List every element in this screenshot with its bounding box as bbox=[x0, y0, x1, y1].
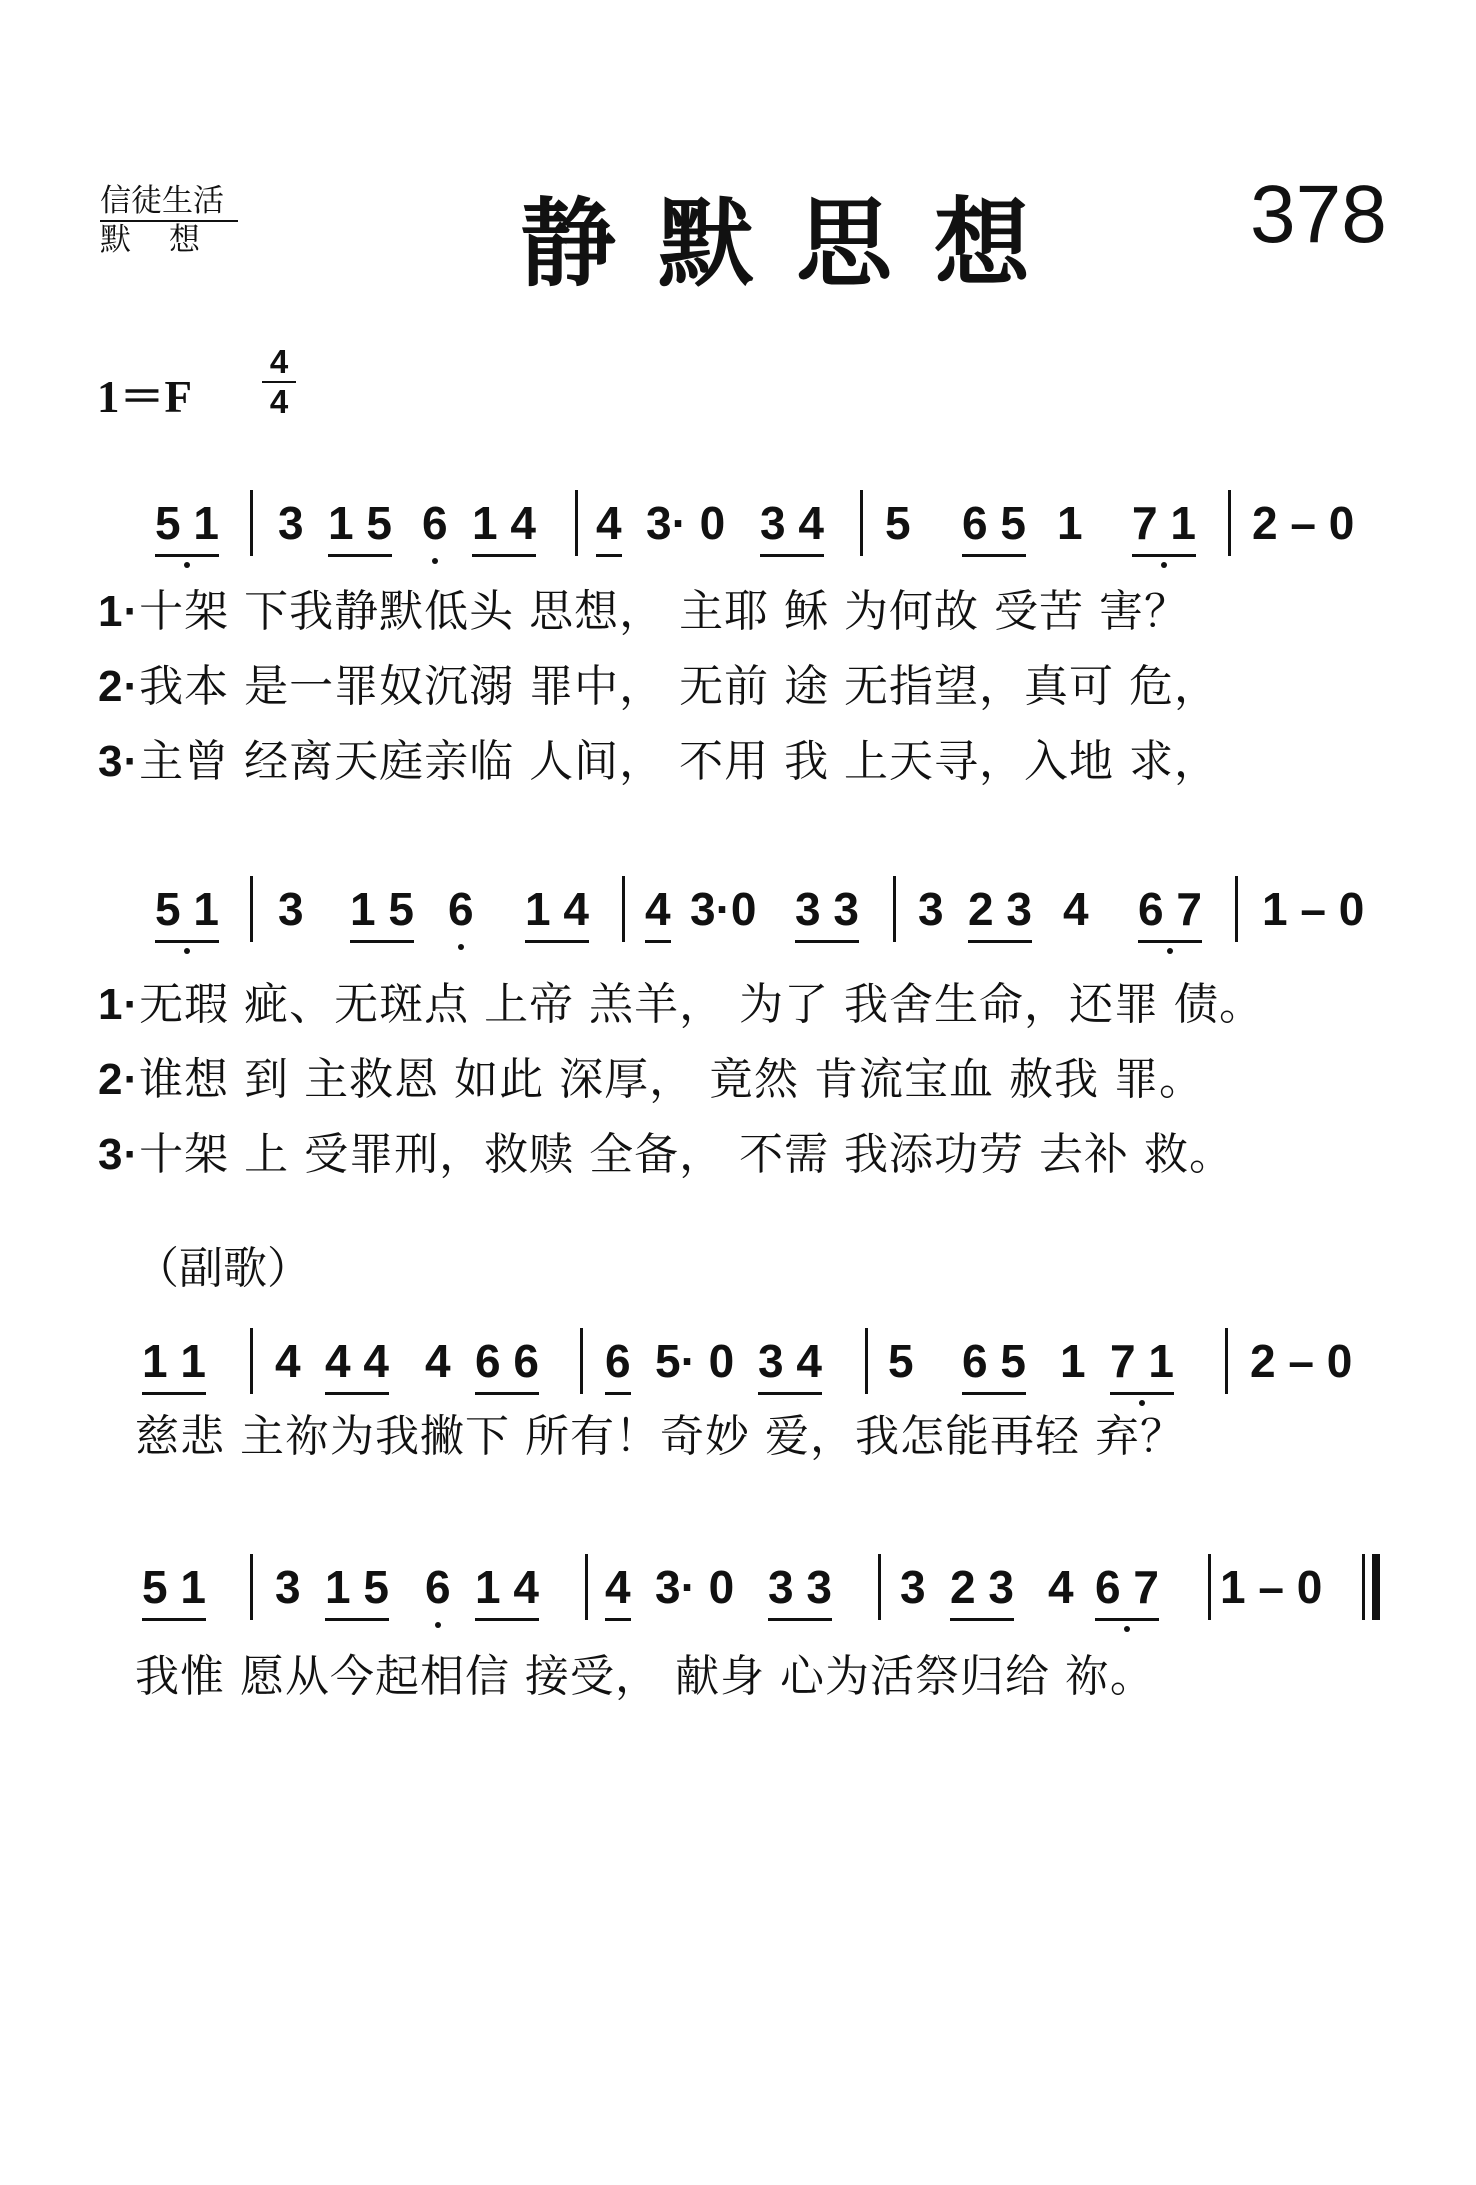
time-signature bbox=[262, 345, 296, 419]
verse-number: 3· bbox=[98, 737, 140, 786]
chorus-label: （副歌） bbox=[135, 1243, 311, 1294]
verse-2-line-2 bbox=[98, 1043, 1204, 1107]
verse-number: 2· bbox=[98, 662, 140, 711]
notation-line-4: 5 1 3 1 5 6 1 4 4 3· 0 3 3 3 2 3 4 6 7 1 – 0 bbox=[0, 1560, 1476, 1620]
verse-number: 1· bbox=[98, 587, 140, 636]
verse-number: 1· bbox=[98, 980, 140, 1029]
verse-1-line-2 bbox=[98, 968, 1264, 1032]
verse-3-line-1 bbox=[98, 725, 1219, 789]
notation-line-3: 1 1 4 4 4 4 6 6 6 5· 0 3 4 5 6 5 1 7 1 2 – 0 bbox=[0, 1334, 1476, 1394]
time-signature-bottom: 4 bbox=[269, 383, 289, 420]
notation-line-2: 5 1 3 1 5 6 1 4 4 3·0 3 3 3 2 3 4 6 7 1 – 0 bbox=[0, 882, 1476, 942]
verse-number: 3· bbox=[98, 1130, 140, 1179]
hymn-title: 静默思想 bbox=[520, 188, 1072, 300]
notation-line-1: 5 1 3 1 5 6 1 4 4 3· 0 3 4 5 6 5 1 7 1 2 – 0 bbox=[0, 496, 1476, 556]
lyric-text: 我本 是一罪奴沉溺 罪中， 无前 途 无指望，真可 危， bbox=[139, 661, 1220, 712]
hymn-number: 378 bbox=[1250, 169, 1387, 260]
lyric-text: 十架 下我静默低头 思想， 主耶 稣 为何故 受苦 害？ bbox=[139, 586, 1190, 637]
lyric-text: 主曾 经离天庭亲临 人间， 不用 我 上天寻，入地 求， bbox=[139, 736, 1220, 787]
verse-1-line-1 bbox=[98, 575, 1189, 639]
category-label bbox=[100, 183, 238, 258]
verse-2-line-1 bbox=[98, 650, 1219, 714]
verse-3-line-2 bbox=[98, 1118, 1234, 1182]
verse-number: 2· bbox=[98, 1055, 140, 1104]
lyric-text: 谁想 到 主救恩 如此 深厚， 竟然 肯流宝血 赦我 罪。 bbox=[139, 1054, 1205, 1105]
chorus-lyric-2: 我惟 愿从今起相信 接受， 献身 心为活祭归给 祢。 bbox=[135, 1651, 1155, 1702]
lyric-text: 无瑕 疵、无斑点 上帝 羔羊， 为了 我舍生命，还罪 债。 bbox=[139, 979, 1265, 1030]
chorus-lyric-1: 慈悲 主祢为我撇下 所有！奇妙 爱，我怎能再轻 弃？ bbox=[135, 1411, 1185, 1462]
category-line-1: 信徒生活 bbox=[100, 183, 238, 222]
time-signature-top: 4 bbox=[269, 343, 289, 380]
category-line-2: 默想 bbox=[100, 222, 238, 258]
lyric-text: 十架 上 受罪刑，救赎 全备， 不需 我添功劳 去补 救。 bbox=[139, 1129, 1235, 1180]
key-signature: 1＝F bbox=[97, 372, 192, 422]
